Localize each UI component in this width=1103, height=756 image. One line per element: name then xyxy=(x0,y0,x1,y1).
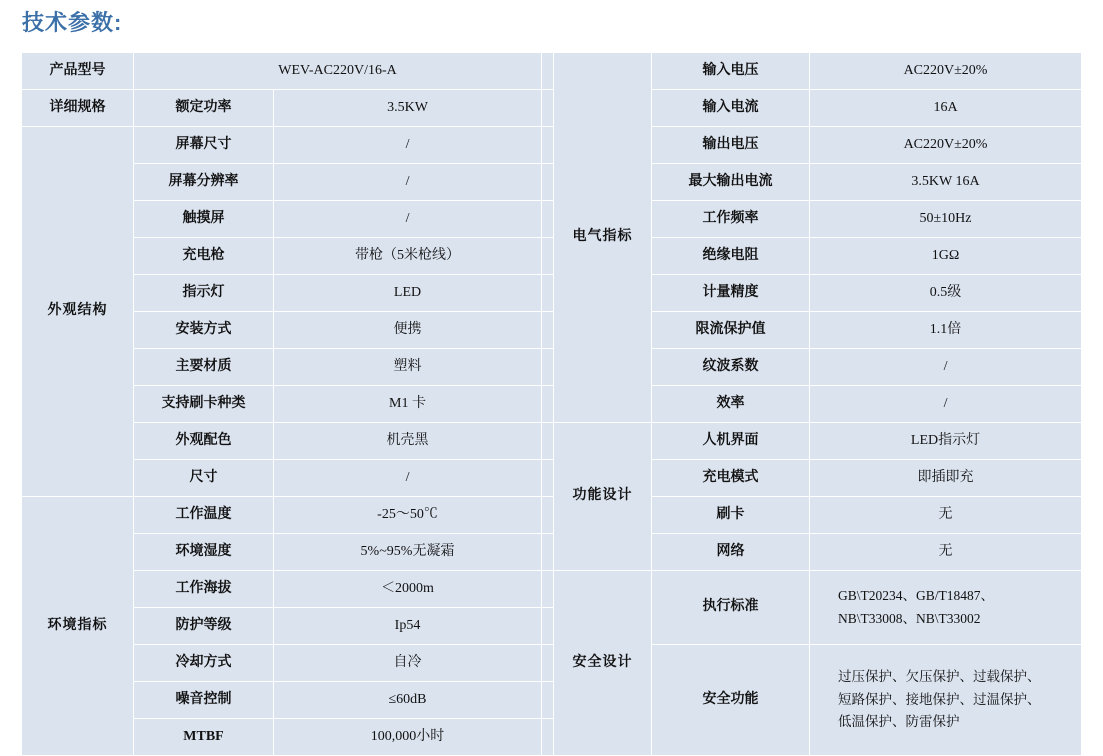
row-label-appearance-1: 屏幕分辨率 xyxy=(134,164,274,201)
value-function-2: 无 xyxy=(810,497,1082,534)
row-label-environment-5: 噪音控制 xyxy=(134,682,274,719)
row-label-appearance-7: 支持刷卡种类 xyxy=(134,386,274,423)
table-row xyxy=(22,312,1082,349)
value-function-3: 无 xyxy=(810,534,1082,571)
column-gap xyxy=(542,127,554,164)
value-function-0: LED指示灯 xyxy=(810,423,1082,460)
row-label-electrical-5: 绝缘电阻 xyxy=(652,238,810,275)
value-appearance-8: 机壳黑 xyxy=(274,423,542,460)
value-appearance-5: 便携 xyxy=(274,312,542,349)
column-gap xyxy=(542,201,554,238)
value-appearance-4: LED xyxy=(274,275,542,312)
value-environment-2: ＜2000m xyxy=(274,571,542,608)
column-gap xyxy=(542,682,554,719)
table-row xyxy=(22,386,1082,423)
table-row xyxy=(22,460,1082,497)
column-gap xyxy=(542,386,554,423)
technical-spec-table xyxy=(21,52,1082,756)
row-label-environment-4: 冷却方式 xyxy=(134,645,274,682)
column-gap xyxy=(542,719,554,756)
value-environment-6: 100,000小时 xyxy=(274,719,542,756)
row-label-appearance-3: 充电枪 xyxy=(134,238,274,275)
group-label-function: 功能设计 xyxy=(554,423,652,571)
value-function-1: 即插即充 xyxy=(810,460,1082,497)
row-label-electrical-8: 纹波系数 xyxy=(652,349,810,386)
table-row xyxy=(22,127,1082,164)
table-row xyxy=(22,275,1082,312)
row-label-environment-6: MTBF xyxy=(134,719,274,756)
row-label-rated-power: 额定功率 xyxy=(134,90,274,127)
row-label-electrical-3: 最大输出电流 xyxy=(652,164,810,201)
value-appearance-3: 带枪（5米枪线） xyxy=(274,238,542,275)
value-appearance-1: / xyxy=(274,164,542,201)
value-rated-power: 3.5KW xyxy=(274,90,542,127)
row-label-environment-3: 防护等级 xyxy=(134,608,274,645)
column-gap xyxy=(542,90,554,127)
row-label-electrical-9: 效率 xyxy=(652,386,810,423)
column-gap xyxy=(542,534,554,571)
table-row xyxy=(22,645,1082,682)
table-row xyxy=(22,53,1082,90)
row-label-appearance-9: 尺寸 xyxy=(134,460,274,497)
row-label-appearance-0: 屏幕尺寸 xyxy=(134,127,274,164)
row-label-product-model: 产品型号 xyxy=(22,53,134,90)
safety-function-line-0: 过压保护、欠压保护、过载保护、 xyxy=(838,668,1041,684)
safety-function-line-2: 低温保护、防雷保护 xyxy=(838,714,960,730)
row-label-environment-1: 环境湿度 xyxy=(134,534,274,571)
safety-standard-line-0: GB\T20234、GB/T18487、 xyxy=(838,587,995,603)
row-label-appearance-8: 外观配色 xyxy=(134,423,274,460)
column-gap xyxy=(542,238,554,275)
row-label-detail-spec: 详细规格 xyxy=(22,90,134,127)
column-gap xyxy=(542,571,554,608)
value-safety-function xyxy=(810,645,1082,756)
value-environment-0: -25～50℃ xyxy=(274,497,542,534)
column-gap xyxy=(542,53,554,90)
table-row xyxy=(22,349,1082,386)
row-label-safety-function: 安全功能 xyxy=(652,645,810,756)
column-gap xyxy=(542,312,554,349)
value-electrical-2: AC220V±20% xyxy=(810,127,1082,164)
page-title: 技术参数: xyxy=(22,10,123,35)
column-gap xyxy=(542,645,554,682)
row-label-electrical-0: 输入电压 xyxy=(652,53,810,90)
table-row xyxy=(22,238,1082,275)
value-environment-1: 5%~95%无凝霜 xyxy=(274,534,542,571)
column-gap xyxy=(542,164,554,201)
row-label-function-2: 刷卡 xyxy=(652,497,810,534)
value-electrical-7: 1.1倍 xyxy=(810,312,1082,349)
row-label-appearance-6: 主要材质 xyxy=(134,349,274,386)
column-gap xyxy=(542,497,554,534)
table-row xyxy=(22,164,1082,201)
table-row xyxy=(22,423,1082,460)
value-appearance-9: / xyxy=(274,460,542,497)
column-gap xyxy=(542,608,554,645)
value-electrical-9: / xyxy=(810,386,1082,423)
value-appearance-7: M1 卡 xyxy=(274,386,542,423)
column-gap xyxy=(542,275,554,312)
value-environment-3: Ip54 xyxy=(274,608,542,645)
group-label-appearance: 外观结构 xyxy=(22,127,134,497)
row-label-appearance-2: 触摸屏 xyxy=(134,201,274,238)
value-electrical-1: 16A xyxy=(810,90,1082,127)
value-appearance-6: 塑料 xyxy=(274,349,542,386)
row-label-environment-0: 工作温度 xyxy=(134,497,274,534)
value-electrical-6: 0.5级 xyxy=(810,275,1082,312)
value-electrical-0: AC220V±20% xyxy=(810,53,1082,90)
value-product-model: WEV-AC220V/16-A xyxy=(134,53,542,90)
row-label-electrical-1: 输入电流 xyxy=(652,90,810,127)
row-label-environment-2: 工作海拔 xyxy=(134,571,274,608)
table-row xyxy=(22,571,1082,608)
table-row xyxy=(22,201,1082,238)
row-label-electrical-4: 工作频率 xyxy=(652,201,810,238)
column-gap xyxy=(542,349,554,386)
table-row xyxy=(22,534,1082,571)
value-appearance-0: / xyxy=(274,127,542,164)
column-gap xyxy=(542,460,554,497)
table-row xyxy=(22,497,1082,534)
column-gap xyxy=(542,423,554,460)
row-label-appearance-4: 指示灯 xyxy=(134,275,274,312)
row-label-electrical-6: 计量精度 xyxy=(652,275,810,312)
row-label-electrical-7: 限流保护值 xyxy=(652,312,810,349)
row-label-function-3: 网络 xyxy=(652,534,810,571)
row-label-function-1: 充电模式 xyxy=(652,460,810,497)
group-label-electrical: 电气指标 xyxy=(554,53,652,423)
value-environment-4: 自冷 xyxy=(274,645,542,682)
group-label-environment: 环境指标 xyxy=(22,497,134,756)
safety-standard-line-1: NB\T33008、NB\T33002 xyxy=(838,610,981,626)
value-safety-standard xyxy=(810,571,1082,645)
safety-function-line-1: 短路保护、接地保护、过温保护、 xyxy=(838,691,1041,707)
spec-table-wrapper xyxy=(21,52,1081,756)
value-electrical-3: 3.5KW 16A xyxy=(810,164,1082,201)
row-label-appearance-5: 安装方式 xyxy=(134,312,274,349)
row-label-electrical-2: 输出电压 xyxy=(652,127,810,164)
table-row xyxy=(22,90,1082,127)
value-electrical-4: 50±10Hz xyxy=(810,201,1082,238)
value-electrical-5: 1GΩ xyxy=(810,238,1082,275)
group-label-safety: 安全设计 xyxy=(554,571,652,756)
row-label-function-0: 人机界面 xyxy=(652,423,810,460)
value-environment-5: ≤60dB xyxy=(274,682,542,719)
value-electrical-8: / xyxy=(810,349,1082,386)
value-appearance-2: / xyxy=(274,201,542,238)
row-label-safety-standard: 执行标准 xyxy=(652,571,810,645)
